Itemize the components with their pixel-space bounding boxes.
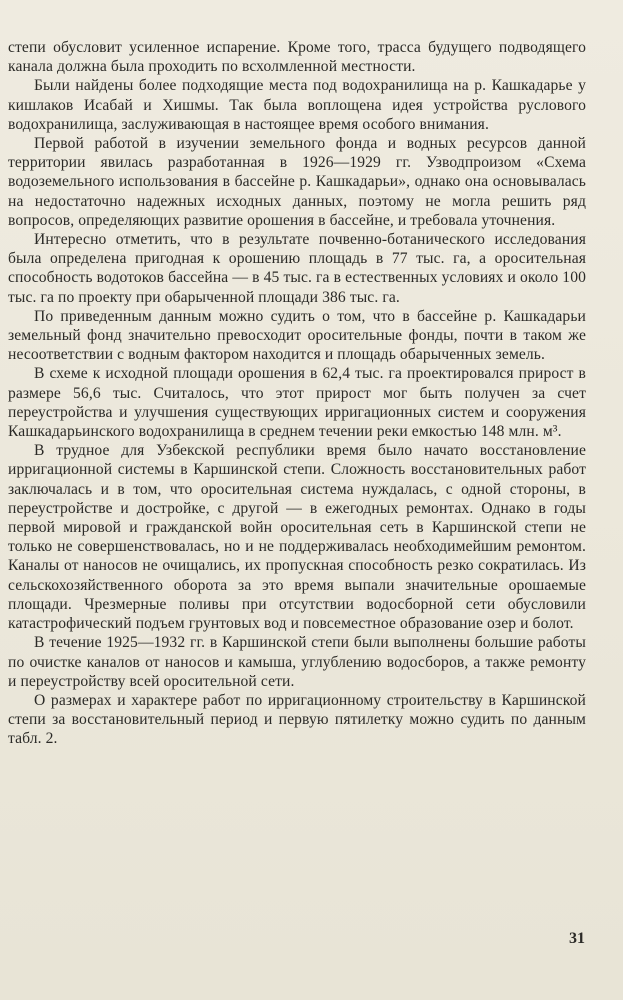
paragraph-3: Первой работой в изучении земельного фонда и водных ресурсов данной территории явилась разработанная в 1926—1929 гг. Узводпроизом «Схема водоземельного использования в бассейне р. Кашкадарьи», однако она основывалась на недостаточно надежных исходных данных, поэтому не могла решить ряд вопросов, определяющих развитие орошения в бассейне, и требовала уточнения. [8,135,586,229]
body-text [8,38,586,749]
paragraph-4: Интересно отметить, что в результате почвенно-ботанического исследования была определена пригодная к орошению площадь в 77 тыс. га, а оросительная способность водотоков бассейна — в 45 тыс. га в естественных условиях и около 100 тыс. га по проекту при обарыченной площади 386 тыс. га. [8,231,586,306]
paragraph-1: степи обусловит усиленное испарение. Кроме того, трасса будущего подводящего канала должна была проходить по всхолмленной местности. [8,39,586,76]
paragraph-2: Были найдены более подходящие места под водохранилища на р. Кашкадарье у кишлаков Исабай и Хишмы. Так была воплощена идея устройства руслового водохранилища, заслуживающая в настоящее время особого внимания. [8,77,586,133]
paragraph-8: В течение 1925—1932 гг. в Каршинской степи были выполнены большие работы по очистке каналов от наносов и камыша, углублению водосборов, а также ремонту и переустройству всей оросительной сети. [8,634,586,690]
paragraph-6: В схеме к исходной площади орошения в 62,4 тыс. га проектировался прирост в размере 56,6 тыс. Считалось, что этот прирост мог быть получен за счет переустройства и улучшения существующих ирригационных систем и сооружения Кашкадарьинского водохранилища в среднем течении реки емкостью 148 млн. м³. [8,365,586,441]
paragraph-7: В трудное для Узбекской республики время было начато восстановление ирригационной системы в Каршинской степи. Сложность восстановительных работ заключалась и в том, что оросительная система нуждалась, с одной стороны, в переустройстве и достройке, с другой — в ежегодных ремонтах. Однако в годы первой мировой и гражданской войн оросительная сеть в Каршинской степи не только не совершенствовалась, но и не поддерживалась необходимейшим ремонтом. Каналы от наносов не очищались, их пропускная способность резко сократилась. Из сельскохозяйственного оборота за это время выпали значительные орошаемые площади. Чрезмерные поливы при отсутствии водосборной сети обусловили катастрофический подъем грунтовых вод и повсеместное образование озер и болот. [8,442,586,633]
paragraph-5: По приведенным данным можно судить о том, что в бассейне р. Кашкадарьи земельный фонд значительно превосходит оросительные фонды, почти в таком же несоответствии с водным фактором находится и площадь обарыченных земель. [8,307,586,364]
paragraph-9: О размерах и характере работ по ирригационному строительству в Каршинской степи за восстановительный период и первую пятилетку можно судить по данным табл. 2. [8,691,586,748]
page-number: 31 [569,930,585,947]
